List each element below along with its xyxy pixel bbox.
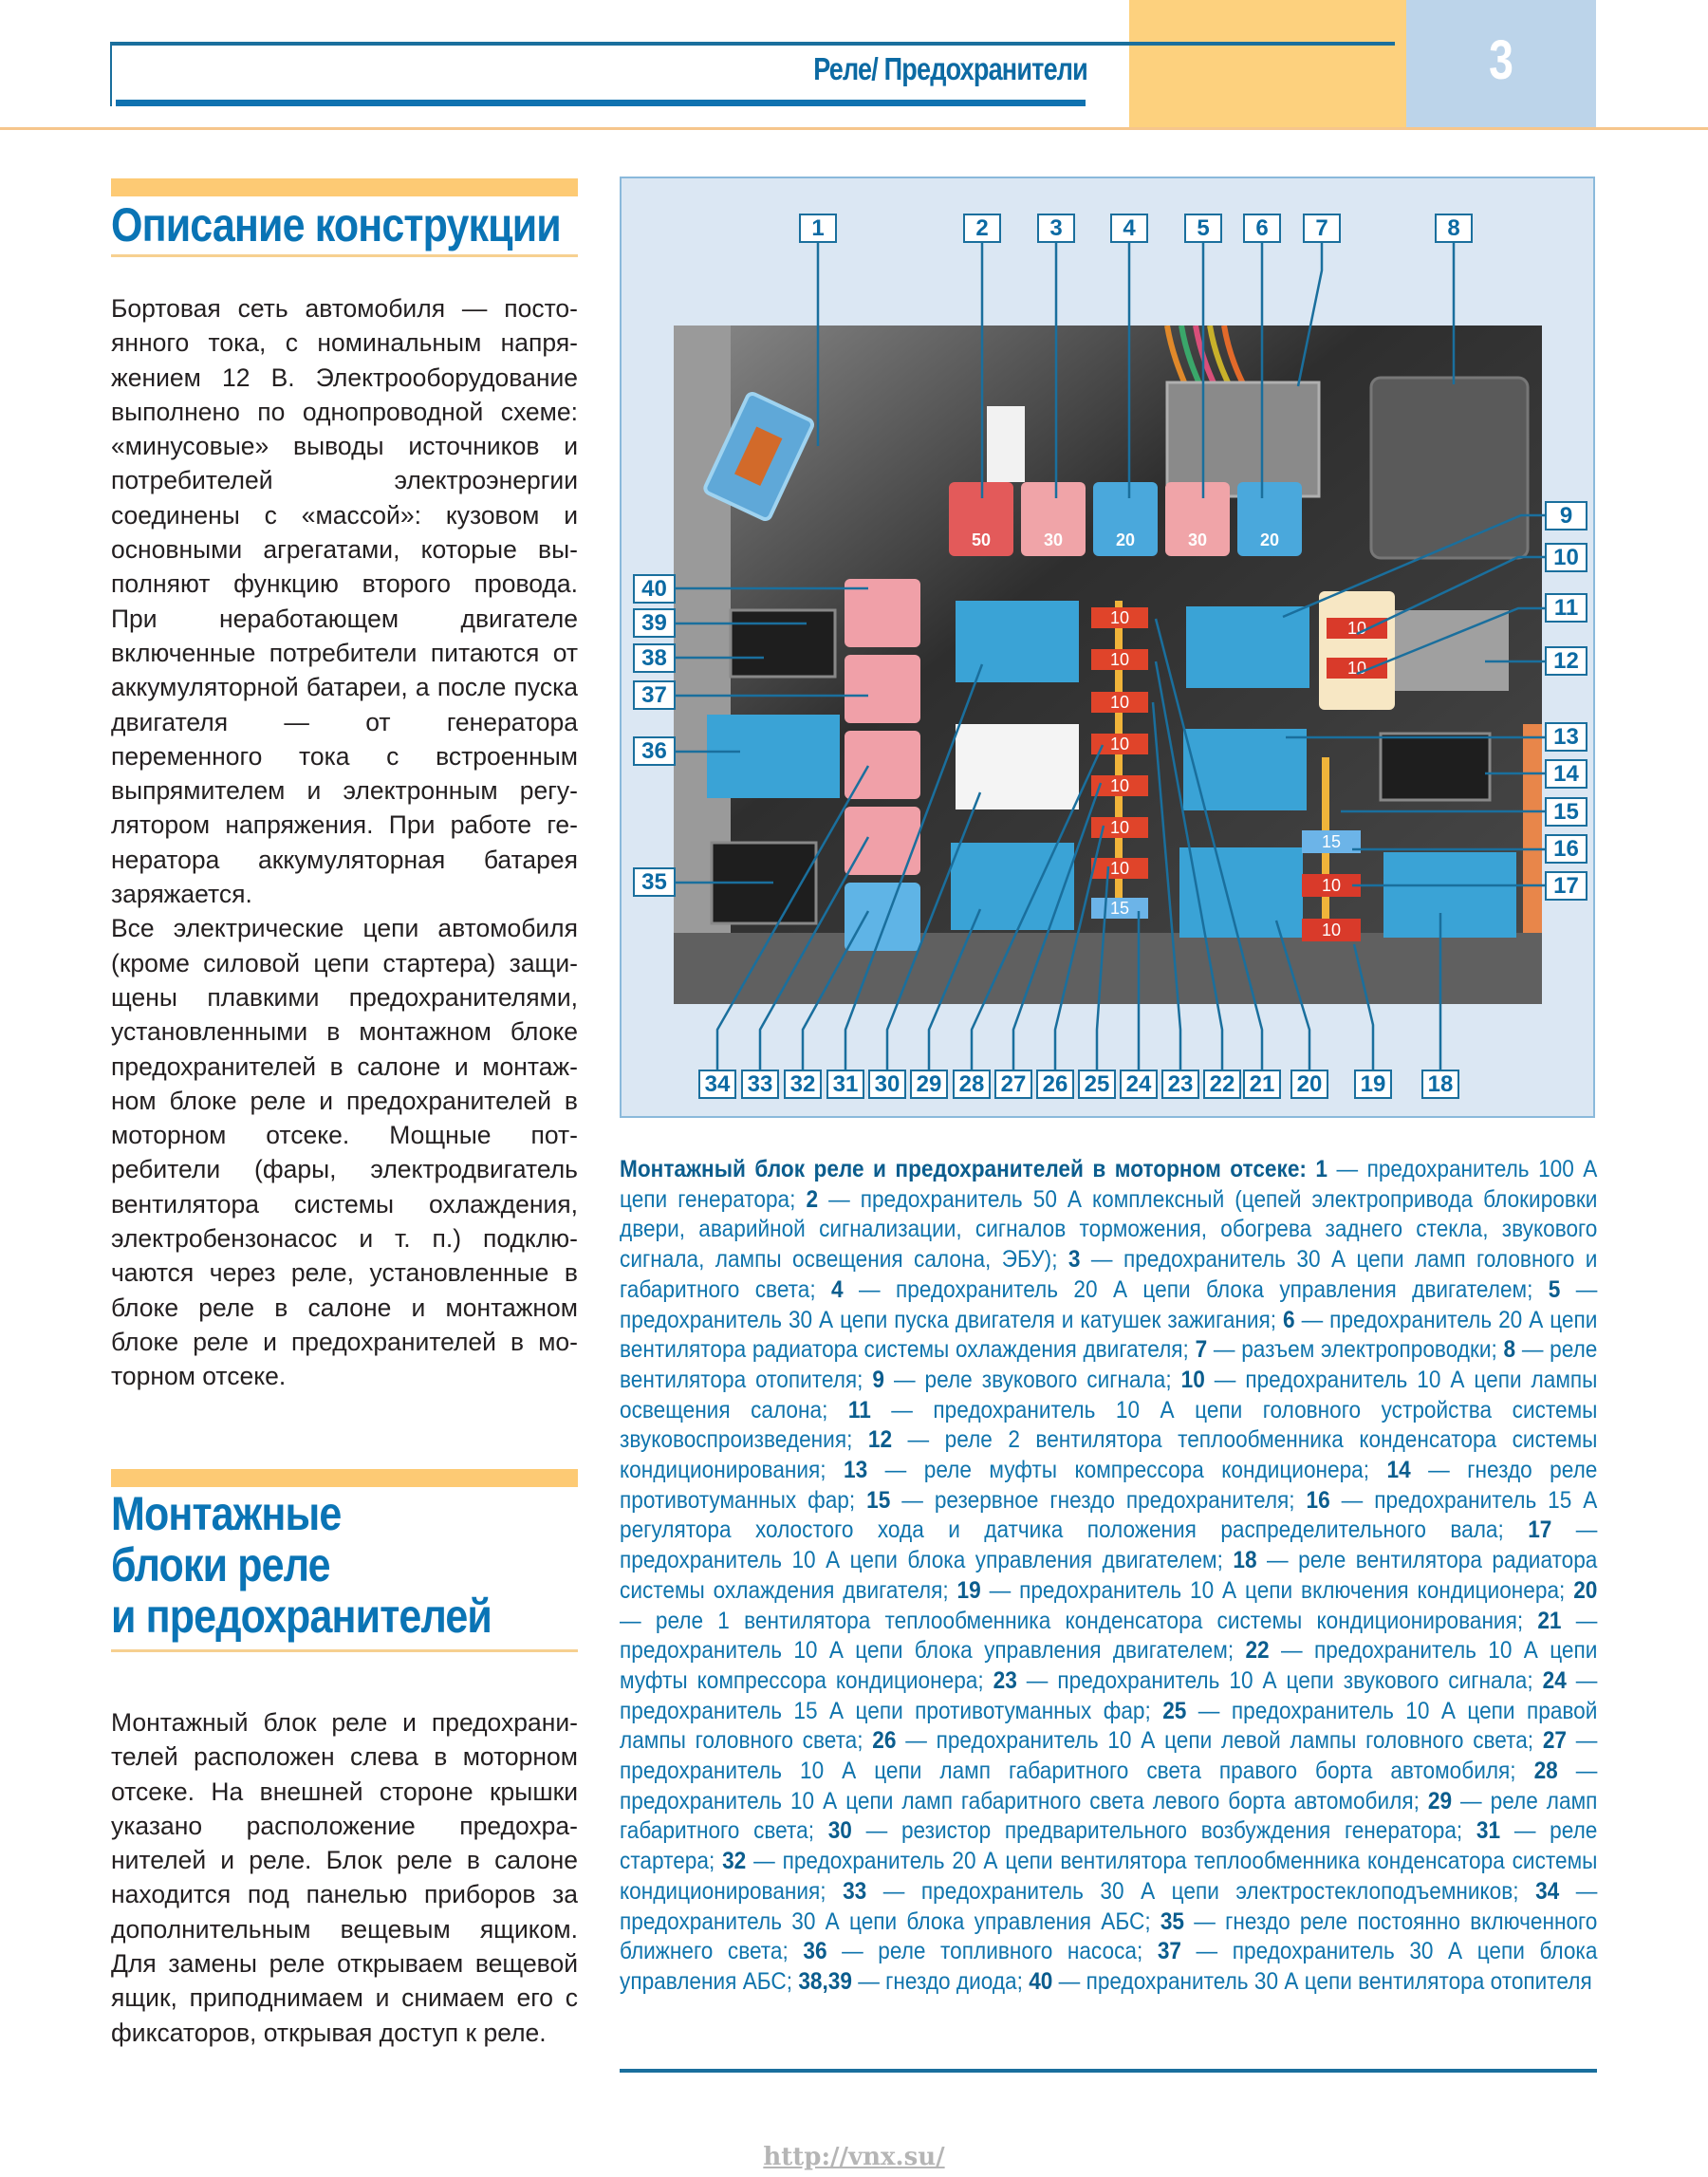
caption-item-text: реле 2 вентилятора теплообменника конденсатора системы кондиционирования;: [620, 1427, 1598, 1484]
caption-dash: —: [1269, 1638, 1314, 1665]
fuse-rating: 15: [1109, 899, 1130, 918]
caption-item-text: реле звукового сигнала;: [924, 1367, 1172, 1393]
caption-item-text: реле вентилятора радиатора системы охлаждения двигателя;: [620, 1548, 1598, 1604]
caption-item-number: 23: [993, 1667, 1017, 1694]
callout-29: 29: [910, 1070, 948, 1099]
caption-dash: —: [851, 1968, 886, 1995]
paragraph: Монтажный блок реле и предохранителей расположен слева в моторном отсеке. На внешней стороне крышки указано расположение предохранителей и реле. Блок реле в салоне находится под панелью приборов за дополнительным вещевым ящиком. Для замены реле открываем вещевой ящик, приподнимаем и снимаем его с фиксаторов, открывая доступ к реле.: [111, 1708, 578, 2047]
caption-item-text: предохранитель 30 А цепи электростеклоподъемников;: [920, 1878, 1519, 1905]
caption-item-number: 31: [1476, 1818, 1501, 1845]
leader-21: [1156, 619, 1262, 1070]
caption-item-text: предохранитель 20 А цепи блока управления двигателем;: [896, 1276, 1533, 1303]
callout-18: 18: [1421, 1070, 1459, 1099]
caption-dash: —: [1551, 1517, 1598, 1544]
callout-11: 11: [1545, 593, 1587, 623]
callout-3: 3: [1037, 214, 1075, 243]
caption-item-text: предохранитель 30 А цепи пуска двигателя и катушек зажигания;: [620, 1307, 1277, 1333]
paragraph: Все электрические цепи автомобиля (кроме силовой цепи стартера) защищены плавкими предохранителями, установленными в монтажном блоке предохранителей в салоне и монтажном блоке реле и предохранителей в моторном отсеке. Мощные потребители (фары, электродвигатель вентилятора системы охлаждения, электробензонасос и т. п.) подключаются через реле, установленные в блоке реле в салоне и монтажном блоке реле и предохранителей в моторном отсеке.: [111, 914, 578, 1391]
leader-33: [760, 837, 868, 1070]
caption-item-text: предохранитель 10 А цепи муфты компрессора кондиционера;: [620, 1638, 1598, 1694]
caption-item-text: резервное гнездо предохранителя;: [934, 1487, 1295, 1514]
callout-33: 33: [741, 1070, 779, 1099]
caption-dash: —: [867, 1458, 924, 1484]
figure-caption: [620, 1155, 1597, 1998]
caption-item-number: 15: [866, 1487, 891, 1514]
caption-dash: —: [1080, 1247, 1123, 1274]
caption-item-text: предохранитель 15 А регулятора холостого хода и датчика положения распределительного вала;: [620, 1487, 1598, 1544]
callout-32: 32: [784, 1070, 822, 1099]
fuse-rating: 30: [1187, 530, 1208, 549]
leader-25: [1097, 866, 1108, 1070]
caption-dash: —: [746, 1849, 783, 1875]
callout-20: 20: [1290, 1070, 1328, 1099]
caption-item-number: 17: [1528, 1517, 1552, 1544]
caption-dash: —: [1557, 1758, 1598, 1785]
caption-item-number: 4: [831, 1276, 844, 1303]
caption-dash: —: [890, 1487, 935, 1514]
footer-url[interactable]: http://vnx.su/: [763, 2143, 945, 2171]
callout-15: 15: [1545, 797, 1587, 827]
callout-38: 38: [633, 643, 676, 673]
caption-dash: —: [884, 1367, 925, 1393]
caption-dash: —: [892, 1427, 945, 1454]
callout-14: 14: [1545, 759, 1587, 789]
paragraph: Бортовая сеть автомобиля — постоянного тока, с номинальным напряжением 12 В. Электрооборудование выполнено по однопроводной схеме: «минусовые» выводы источников и потребителей электроэнергии соединены с «массой»: кузовом и основными агрегатами, которые выполняют функцию второго провода. При неработающем двигателе включенные потребители питаются от аккумуляторной батареи, а после пуска двигателя — от генератора переменного тока с встроенным выпрямителем и электронным регулятором напряжения. При работе генератора аккумуляторная батарея заряжается.: [111, 294, 578, 909]
caption-dash: —: [1016, 1667, 1058, 1694]
callout-31: 31: [826, 1070, 864, 1099]
callout-22: 22: [1203, 1070, 1241, 1099]
caption-item-number: 7: [1195, 1337, 1208, 1364]
caption-dash: —: [1566, 1667, 1598, 1694]
callout-24: 24: [1120, 1070, 1158, 1099]
leader-28: [972, 745, 1103, 1070]
running-header-title: Реле/ Предохранители: [813, 51, 1087, 86]
caption-item-number: 14: [1386, 1458, 1411, 1484]
callout-40: 40: [633, 574, 676, 604]
caption-item-number: 36: [803, 1939, 827, 1965]
caption-dash: —: [1410, 1458, 1468, 1484]
caption-item-number: 8: [1503, 1337, 1516, 1364]
callout-17: 17: [1545, 871, 1587, 901]
caption-dash: —: [896, 1728, 937, 1755]
caption-item-number: 19: [956, 1577, 981, 1604]
caption-dash: —: [818, 1186, 861, 1213]
caption-item-number: 22: [1245, 1638, 1270, 1665]
leader-7: [1298, 243, 1322, 386]
callout-9: 9: [1545, 501, 1587, 530]
leader-9: [1283, 515, 1547, 617]
callout-21: 21: [1243, 1070, 1281, 1099]
chapter-number: 3: [1489, 29, 1513, 91]
caption-dash: —: [1256, 1548, 1299, 1574]
fuse-rating: 15: [1321, 832, 1342, 851]
leader-19: [1354, 944, 1373, 1070]
callout-37: 37: [633, 680, 676, 710]
fuse-rating: 10: [1109, 818, 1130, 837]
caption-item-text: предохранитель 10 А цепи левой лампы головного света;: [936, 1728, 1534, 1755]
leader-20: [1276, 921, 1309, 1070]
caption-item-text: реле вентилятора отопителя;: [620, 1337, 1598, 1393]
callout-35: 35: [633, 867, 676, 897]
caption-item-number: 37: [1157, 1939, 1181, 1965]
fuse-rating: 10: [1346, 619, 1367, 638]
callout-27: 27: [994, 1070, 1032, 1099]
caption-item-number: 20: [1573, 1577, 1598, 1604]
fuse-rating: 10: [1109, 608, 1130, 627]
caption-dash: —: [1567, 1728, 1598, 1755]
leader-11: [1357, 608, 1547, 674]
caption-item-text: предохранитель 15 А цепи противотуманных фар;: [620, 1698, 1151, 1724]
caption-item-number: 12: [867, 1427, 893, 1454]
caption-dash: —: [1207, 1337, 1242, 1364]
caption-dash: —: [843, 1276, 897, 1303]
caption-item-text: предохранитель 10 А цепи блока управления двигателем;: [620, 1548, 1223, 1574]
caption-item-number: 6: [1283, 1307, 1295, 1333]
caption-item-text: реле ламп габаритного света;: [620, 1788, 1598, 1845]
caption-dash: —: [620, 1608, 656, 1634]
caption-dash: —: [1500, 1818, 1550, 1845]
caption-item-text: предохранитель 100 А цепи генератора;: [620, 1157, 1598, 1213]
callout-26: 26: [1036, 1070, 1074, 1099]
caption-heading: Монтажный блок реле и предохранителей в моторном отсеке:: [620, 1157, 1307, 1182]
caption-item-number: 24: [1542, 1667, 1567, 1694]
caption-item-text: предохранитель 30 А цепи блока управления АБС;: [620, 1908, 1151, 1935]
callout-23: 23: [1161, 1070, 1199, 1099]
caption-item-text: предохранитель 10 А цепи лампы освещения салона;: [620, 1367, 1598, 1423]
fuse-rating: 10: [1346, 659, 1367, 678]
caption-item-text: реле 1 вентилятора теплообменника конденсатора системы кондиционирования;: [655, 1608, 1524, 1634]
caption-item-text: предохранитель 10 А цепи блока управления двигателем;: [620, 1638, 1235, 1665]
caption-item-number: 33: [843, 1878, 867, 1905]
callout-25: 25: [1078, 1070, 1116, 1099]
callout-10: 10: [1545, 543, 1587, 572]
callout-2: 2: [963, 214, 1001, 243]
callout-1: 1: [799, 214, 837, 243]
caption-item-text: реле муфты компрессора кондиционера;: [923, 1458, 1370, 1484]
caption-item-text: реле топливного насоса;: [878, 1939, 1158, 1965]
caption-dash: —: [851, 1818, 901, 1845]
caption-item-text: предохранитель 20 А цепи вентилятора теплообменника конденсатора системы кондиционирования;: [620, 1849, 1598, 1905]
caption-item-text: предохранитель 10 А цепи ламп габаритного света правого борта автомобиля;: [620, 1758, 1516, 1785]
fuse-rating: 10: [1321, 921, 1342, 940]
caption-item-number: 26: [872, 1728, 897, 1755]
callout-12: 12: [1545, 646, 1587, 676]
caption-dash: —: [1560, 1276, 1598, 1303]
callout-8: 8: [1435, 214, 1473, 243]
caption-item-text: разъем электропроводки;: [1241, 1337, 1497, 1364]
caption-items: [620, 1157, 1597, 1995]
caption-rule: [620, 2069, 1597, 2073]
caption-item-text: предохранитель 10 А цепи головного устройства системы звуковоспроизведения;: [620, 1397, 1598, 1454]
caption-item-text: предохранитель 10 А цепи правой лампы головного света;: [620, 1698, 1598, 1755]
section-title-description: Описание конструкции: [111, 198, 561, 251]
caption-item-number: 18: [1233, 1548, 1257, 1574]
caption-dash: —: [1329, 1487, 1375, 1514]
callout-13: 13: [1545, 722, 1587, 752]
fuse-rating: 10: [1109, 776, 1130, 795]
caption-item-number: 25: [1162, 1698, 1187, 1724]
caption-item-text: резистор предварительного возбуждения генератора;: [900, 1818, 1463, 1845]
caption-dash: —: [1184, 1908, 1226, 1935]
caption-dash: —: [870, 1397, 934, 1423]
callout-6: 6: [1243, 214, 1281, 243]
caption-dash: —: [1559, 1878, 1598, 1905]
caption-item-number: 38,39: [798, 1968, 852, 1995]
fuse-rating: 10: [1109, 735, 1130, 754]
caption-item-text: гнездо реле постоянно включенного ближнего света;: [620, 1908, 1598, 1965]
caption-item-text: предохранитель 30 А цепи вентилятора отопителя: [1086, 1968, 1592, 1995]
caption-dash: —: [1204, 1367, 1246, 1393]
caption-item-number: 5: [1548, 1276, 1561, 1303]
caption-item-number: 40: [1029, 1968, 1053, 1995]
caption-item-text: предохранитель 10 А цепи ламп габаритного света левого борта автомобиля;: [620, 1788, 1420, 1814]
title-line: Монтажные: [111, 1487, 342, 1540]
caption-item-text: предохранитель 50 А комплексный (цепей электропривода блокировки двери, аварийной сигнализации, сигналов торможения, обогрева заднего стекла, звукового сигнала, лампы освещения салона, ЭБУ);: [620, 1186, 1598, 1274]
caption-item-number: 11: [847, 1397, 871, 1423]
caption-item-number: 28: [1533, 1758, 1558, 1785]
callout-39: 39: [633, 608, 676, 638]
caption-dash: —: [1180, 1939, 1233, 1965]
title-line: блоки реле: [111, 1538, 330, 1591]
caption-item-text: предохранитель 30 А цепи ламп головного и габаритного света;: [620, 1247, 1598, 1303]
callout-19: 19: [1354, 1070, 1392, 1099]
caption-item-text: предохранитель 20 А цепи вентилятора радиатора системы охлаждения двигателя;: [620, 1307, 1598, 1364]
caption-item-number: 34: [1535, 1878, 1560, 1905]
caption-item-text: предохранитель 10 А цепи включения кондиционера;: [1019, 1577, 1566, 1604]
caption-item-number: 35: [1160, 1908, 1185, 1935]
fuse-rating: 10: [1109, 693, 1130, 712]
callout-34: 34: [698, 1070, 736, 1099]
caption-dash: —: [1452, 1788, 1491, 1814]
leader-34: [717, 766, 868, 1070]
fuse-rating: 20: [1259, 530, 1280, 549]
fuse-rating: 10: [1109, 859, 1130, 878]
leader-10: [1357, 557, 1547, 634]
callout-36: 36: [633, 736, 676, 766]
caption-item-text: реле стартера;: [620, 1818, 1598, 1875]
callout-5: 5: [1184, 214, 1222, 243]
callout-7: 7: [1303, 214, 1341, 243]
caption-item-number: 1: [1315, 1157, 1328, 1182]
caption-dash: —: [826, 1939, 879, 1965]
caption-item-number: 2: [806, 1186, 819, 1213]
caption-item-number: 13: [844, 1458, 868, 1484]
fuse-rating: 20: [1115, 530, 1136, 549]
caption-item-number: 30: [827, 1818, 852, 1845]
caption-dash: —: [1327, 1157, 1367, 1182]
caption-item-number: 16: [1306, 1487, 1330, 1514]
caption-dash: —: [1515, 1337, 1550, 1364]
caption-dash: —: [1294, 1307, 1330, 1333]
title-line: и предохранителей: [111, 1590, 492, 1643]
caption-item-text: предохранитель 10 А цепи звукового сигнала;: [1057, 1667, 1533, 1694]
callout-30: 30: [868, 1070, 906, 1099]
caption-item-number: 32: [722, 1849, 747, 1875]
caption-item-number: 27: [1542, 1728, 1568, 1755]
caption-item-number: 3: [1068, 1247, 1081, 1274]
caption-dash: —: [1186, 1698, 1232, 1724]
leader-23: [1153, 702, 1180, 1070]
callout-4: 4: [1110, 214, 1148, 243]
leader-31: [845, 664, 982, 1070]
callout-16: 16: [1545, 834, 1587, 864]
fuse-rating: 30: [1043, 530, 1064, 549]
caption-dash: —: [980, 1577, 1020, 1604]
caption-item-number: 29: [1427, 1788, 1453, 1814]
caption-dash: —: [866, 1878, 921, 1905]
fuse-rating: 10: [1321, 876, 1342, 895]
leader-30: [887, 792, 980, 1070]
callout-28: 28: [953, 1070, 991, 1099]
caption-item-text: гнездо реле противотуманных фар;: [620, 1458, 1598, 1514]
caption-item-number: 9: [872, 1367, 885, 1393]
fuse-rating: 10: [1109, 650, 1130, 669]
caption-item-text: гнездо диода;: [885, 1968, 1023, 1995]
caption-item-number: 21: [1537, 1608, 1562, 1634]
caption-item-text: предохранитель 30 А цепи блока управления АБС;: [620, 1939, 1598, 1995]
fuse-rating: 50: [971, 530, 992, 549]
caption-dash: —: [1561, 1608, 1598, 1634]
caption-dash: —: [1052, 1968, 1086, 1995]
caption-item-number: 10: [1180, 1367, 1205, 1393]
